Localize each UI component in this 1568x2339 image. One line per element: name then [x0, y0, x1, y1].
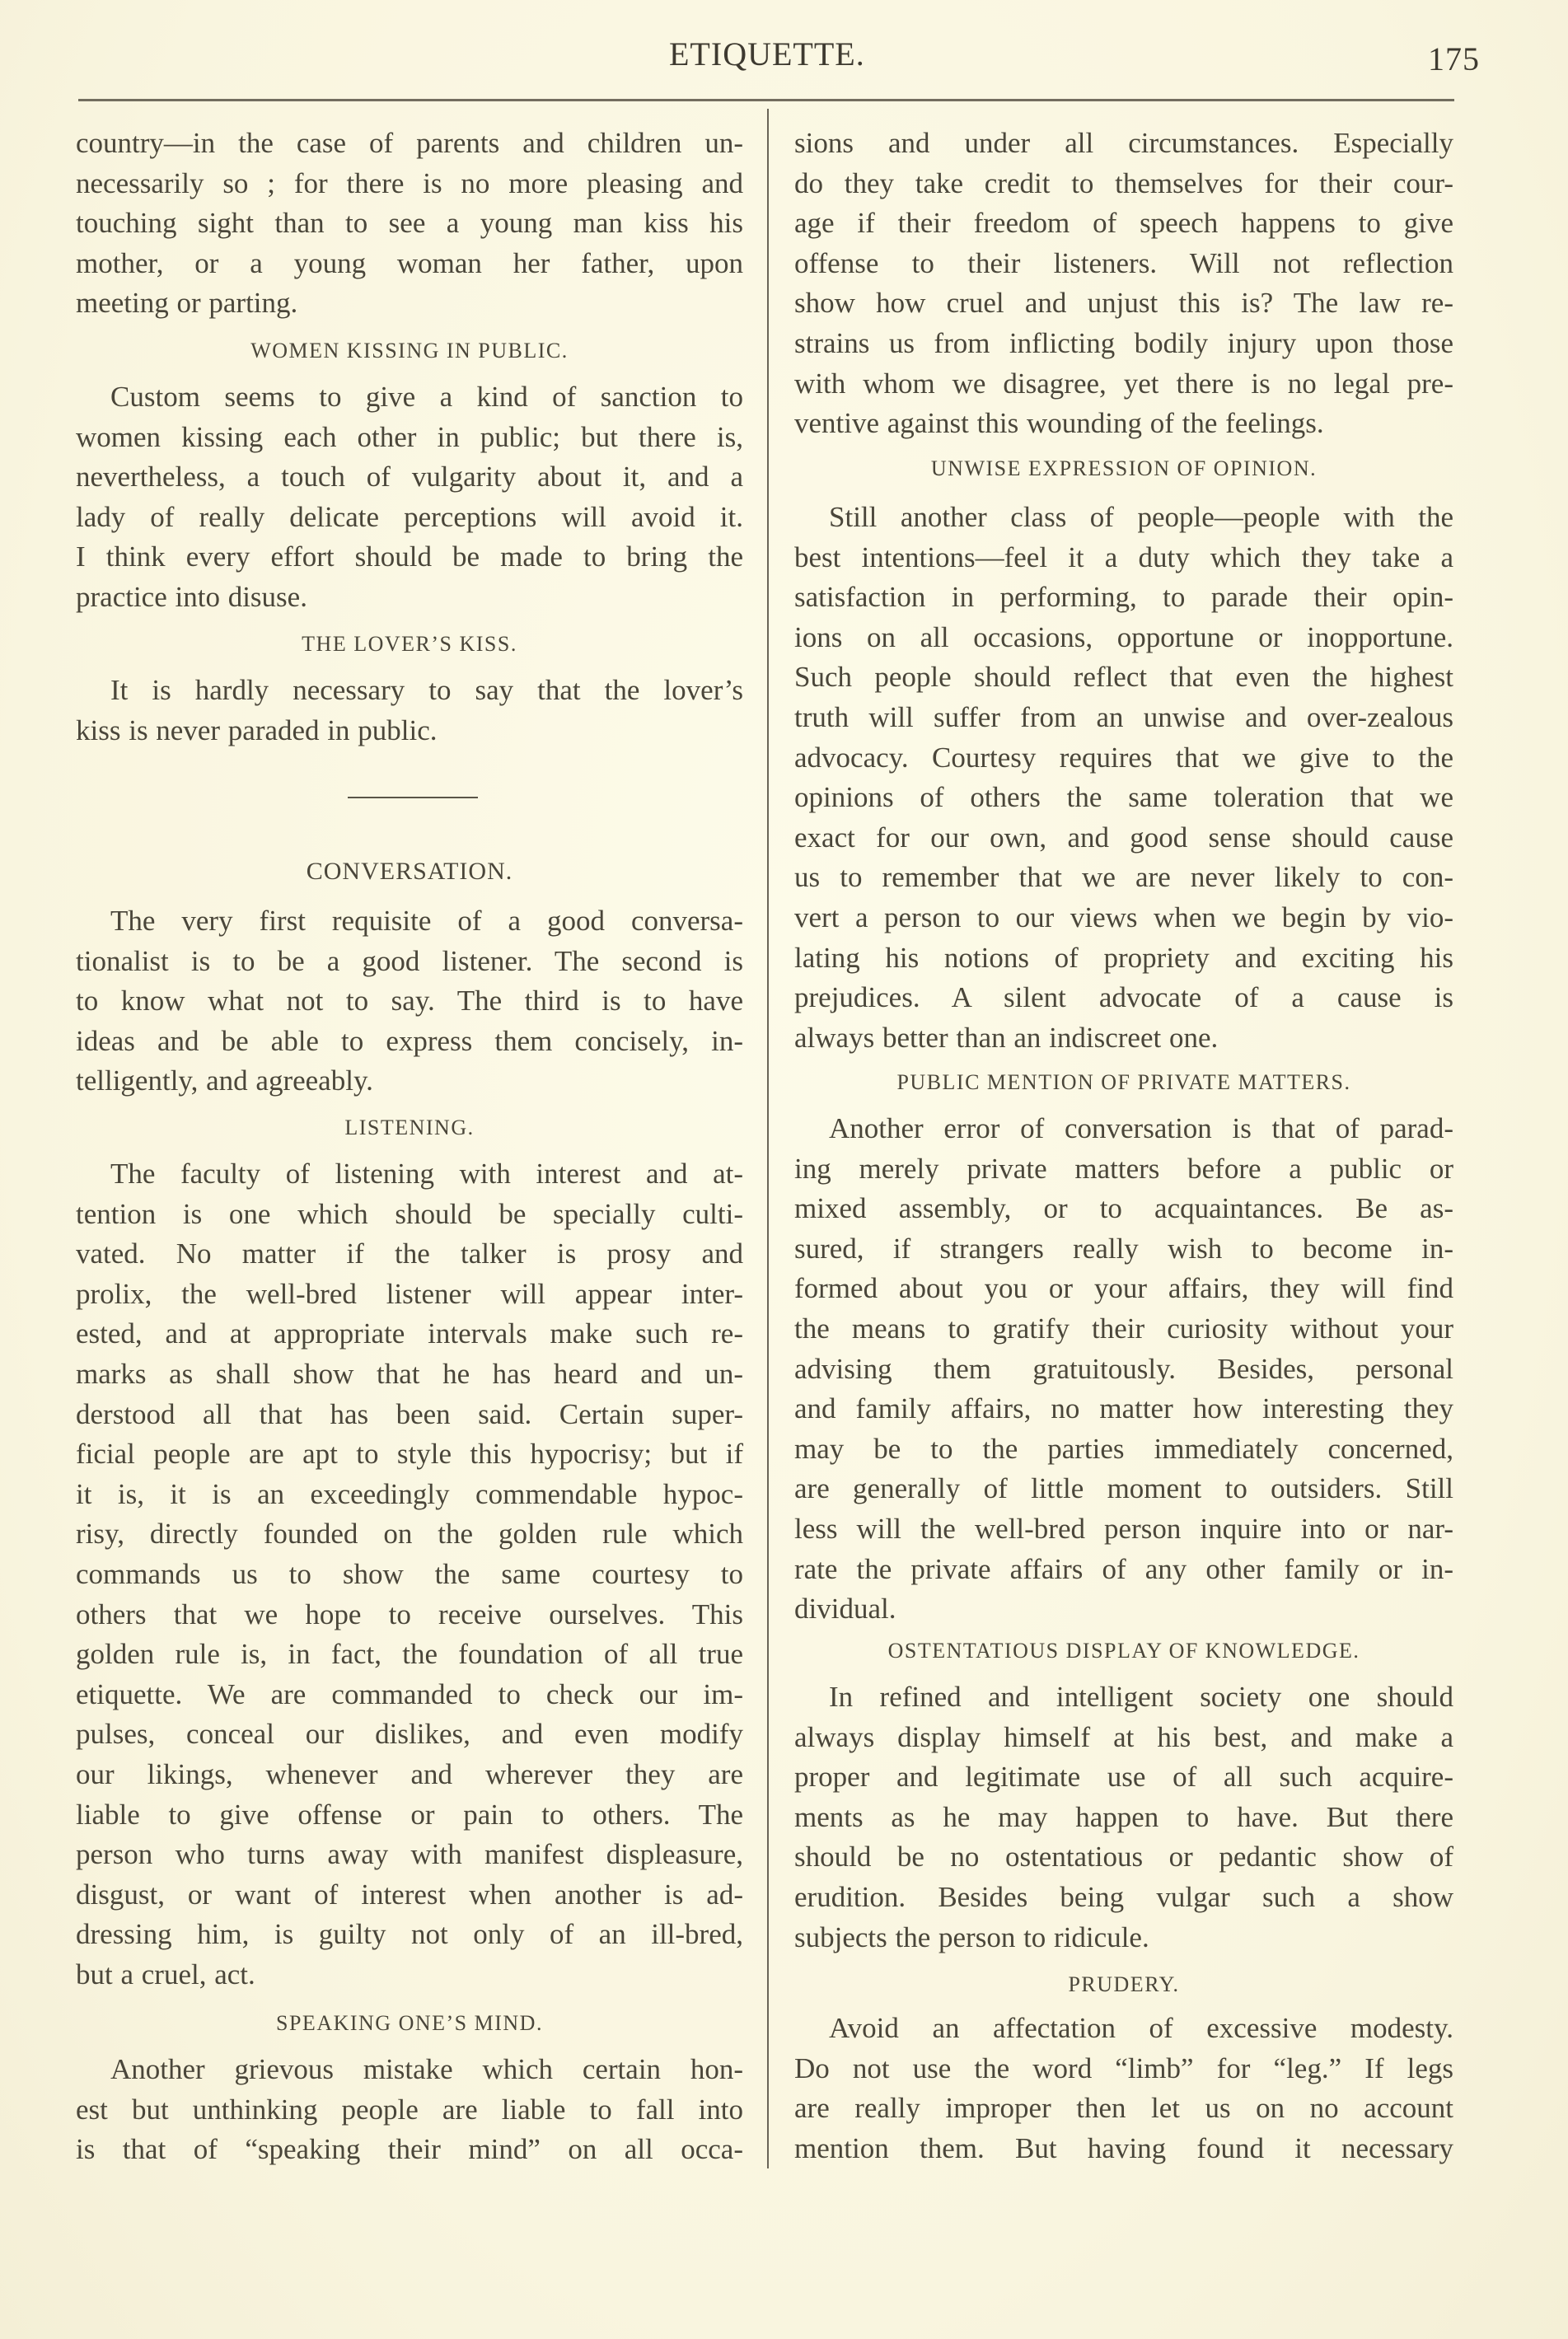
text-line: disgust, or want of interest when another is ad- [76, 1878, 743, 1911]
text-line: best intentions—feel it a duty which they take a [794, 540, 1453, 573]
text-line: our likings, whenever and wherever they are [76, 1757, 743, 1790]
text-line: dressing him, is guilty not only of an ill-bred, [76, 1918, 743, 1951]
text-line: may be to the parties immediately concerned, [794, 1432, 1453, 1465]
text-line: touching sight than to see a young man kiss his [76, 207, 743, 240]
text-line: golden rule is, in fact, the foundation of all true [76, 1638, 743, 1671]
text-line: truth will suffer from an unwise and over-zealous [794, 700, 1453, 733]
text-line: are really improper then let us on no account [794, 2092, 1453, 2125]
text-line: Custom seems to give a kind of sanction to [110, 381, 743, 413]
text-line: Such people should reflect that even the highest [794, 661, 1453, 694]
text-line: telligently, and agreeably. [76, 1064, 373, 1097]
text-line: exact for our own, and good sense should cause [794, 821, 1453, 854]
text-line: It is hardly necessary to say that the lover’s [110, 674, 743, 706]
text-line: but a cruel, act. [76, 1958, 255, 1990]
text-line: women kissing each other in public; but there is, [76, 420, 743, 453]
text-line: meeting or parting. [76, 287, 298, 320]
text-line: Avoid an affectation of excessive modesty. [829, 2012, 1453, 2044]
paragraph [76, 2050, 743, 2170]
text-line: ing merely private matters before a public or [794, 1152, 1453, 1185]
text-line: practice into disuse. [76, 580, 307, 613]
text-line: Another error of conversation is that of parad- [829, 1112, 1453, 1144]
text-line: I think every effort should be made to bring the [76, 540, 743, 573]
text-line: Do not use the word “limb” for “leg.” If legs [794, 2051, 1453, 2084]
paragraph [794, 1109, 1453, 1630]
text-line: rate the private affairs of any other family or in- [794, 1552, 1453, 1585]
column-divider [767, 109, 769, 2168]
text-line: satisfaction in performing, to parade their opin- [794, 581, 1453, 614]
section-subheading: PRUDERY. [1068, 1972, 1180, 1996]
text-line: commands us to show the same courtesy to [76, 1557, 743, 1590]
text-line: country—in the case of parents and children un- [76, 127, 743, 159]
text-line: us to remember that we are never likely to con- [794, 861, 1453, 894]
text-line: ventive against this wounding of the feelings. [794, 407, 1324, 440]
text-line: marks as shall show that he has heard and un- [76, 1357, 743, 1390]
paragraph [76, 1154, 743, 1995]
paragraph [76, 124, 743, 324]
text-line: The very first requisite of a good conversa- [110, 905, 743, 937]
section-subheading: THE LOVER’S KISS. [302, 632, 517, 656]
text-line: advising them gratuitously. Besides, personal [794, 1352, 1453, 1385]
text-line: nevertheless, a touch of vulgarity about it, and a [76, 461, 743, 494]
page-number: 175 [1428, 40, 1480, 77]
text-line: and family affairs, no matter how interesting they [794, 1392, 1453, 1425]
section-subheading: SPEAKING ONE’S MIND. [276, 2011, 543, 2035]
text-line: ested, and at appropriate intervals make such re- [76, 1317, 743, 1350]
text-line: kiss is never paraded in public. [76, 713, 438, 746]
paragraph [76, 377, 743, 618]
text-line: are generally of little moment to outsiders. Still [794, 1472, 1453, 1505]
text-line: necessarily so ; for there is no more pleasing and [76, 166, 743, 199]
text-line: sions and under all circumstances. Especially [794, 127, 1453, 159]
text-line: risy, directly founded on the golden rule which [76, 1518, 743, 1551]
text-line: should be no ostentatious or pedantic show of [794, 1841, 1453, 1874]
text-line: age if their freedom of speech happens to give [794, 207, 1453, 240]
paragraph [794, 124, 1453, 444]
text-line: others that we hope to receive ourselves. This [76, 1598, 743, 1630]
section-subheading: PUBLIC MENTION OF PRIVATE MATTERS. [896, 1070, 1351, 1094]
paragraph [794, 498, 1453, 1058]
section-subheading: LISTENING. [344, 1116, 475, 1139]
text-line: offense to their listeners. Will not reflection [794, 246, 1453, 279]
paragraph [794, 2009, 1453, 2168]
text-line: it is, it is an exceedingly commendable hypoc- [76, 1477, 743, 1510]
text-line: Still another class of people—people with the [829, 501, 1453, 533]
text-line: always display himself at his best, and make a [794, 1720, 1453, 1753]
text-line: person who turns away with manifest displeasure, [76, 1838, 743, 1871]
text-line: mother, or a young woman her father, upon [76, 246, 743, 279]
chapter-section-heading: CONVERSATION. [306, 858, 513, 885]
text-line: dividual. [794, 1593, 896, 1626]
section-subheading: WOMEN KISSING IN PUBLIC. [250, 339, 569, 363]
text-line: prejudices. A silent advocate of a cause is [794, 981, 1453, 1014]
text-line: sured, if strangers really wish to become in- [794, 1232, 1453, 1265]
paragraph [76, 901, 743, 1102]
text-line: tention is one which should be specially culti- [76, 1197, 743, 1230]
text-line: Another grievous mistake which certain hon- [110, 2053, 743, 2085]
text-line: advocacy. Courtesy requires that we give to the [794, 741, 1453, 774]
text-line: less will the well-bred person inquire into or nar- [794, 1512, 1453, 1545]
text-line: formed about you or your affairs, they will find [794, 1272, 1453, 1305]
text-line: pulses, conceal our dislikes, and even modify [76, 1718, 743, 1751]
text-line: liable to give offense or pain to others. The [76, 1798, 743, 1831]
text-line: vert a person to our views when we begin by vio- [794, 901, 1453, 933]
paragraph [76, 671, 743, 751]
text-line: opinions of others the same toleration that we [794, 781, 1453, 814]
text-line: etiquette. We are commanded to check our im- [76, 1677, 743, 1710]
text-line: strains us from inflicting bodily injury upon those [794, 326, 1453, 359]
section-subheading: OSTENTATIOUS DISPLAY OF KNOWLEDGE. [887, 1639, 1360, 1663]
text-line: prolix, the well-bred listener will appear inter- [76, 1277, 743, 1310]
header-rule [78, 99, 1454, 101]
text-line: mention them. But having found it necessary [794, 2131, 1453, 2164]
text-line: ideas and be able to express them concisely, in- [76, 1024, 743, 1057]
text-line: The faculty of listening with interest and at- [110, 1158, 743, 1190]
section-subheading: UNWISE EXPRESSION OF OPINION. [930, 456, 1318, 480]
text-line: with whom we disagree, yet there is no legal pre- [794, 367, 1453, 400]
text-line: tionalist is to be a good listener. The second is [76, 944, 743, 977]
text-line: In refined and intelligent society one should [829, 1681, 1453, 1713]
text-line: always better than an indiscreet one. [794, 1021, 1219, 1054]
text-line: do they take credit to themselves for their cour- [794, 166, 1453, 199]
text-line: to know what not to say. The third is to have [76, 985, 743, 1017]
section-separator-rule [348, 797, 478, 798]
text-line: proper and legitimate use of all such acquire- [794, 1761, 1453, 1794]
text-line: subjects the person to ridicule. [794, 1920, 1149, 1953]
text-line: derstood all that has been said. Certain super- [76, 1397, 743, 1430]
text-line: is that of “speaking their mind” on all occa- [76, 2133, 743, 2166]
text-line: ficial people are apt to style this hypocrisy; but if [76, 1438, 743, 1471]
text-line: lady of really delicate perceptions will avoid it. [76, 500, 743, 533]
text-line: mixed assembly, or to acquaintances. Be as- [794, 1192, 1453, 1225]
text-line: est but unthinking people are liable to fall into [76, 2093, 743, 2126]
running-title: ETIQUETTE. [669, 35, 865, 73]
paragraph [794, 1677, 1453, 1958]
text-line: erudition. Besides being vulgar such a show [794, 1880, 1453, 1913]
text-line: show how cruel and unjust this is? The law re- [794, 287, 1453, 320]
text-line: lating his notions of propriety and exciting his [794, 941, 1453, 974]
text-line: the means to gratify their curiosity without your [794, 1312, 1453, 1345]
text-line: vated. No matter if the talker is prosy and [76, 1237, 743, 1270]
text-line: ions on all occasions, opportune or inopportune. [794, 620, 1453, 653]
text-line: ments as he may happen to have. But there [794, 1800, 1453, 1833]
